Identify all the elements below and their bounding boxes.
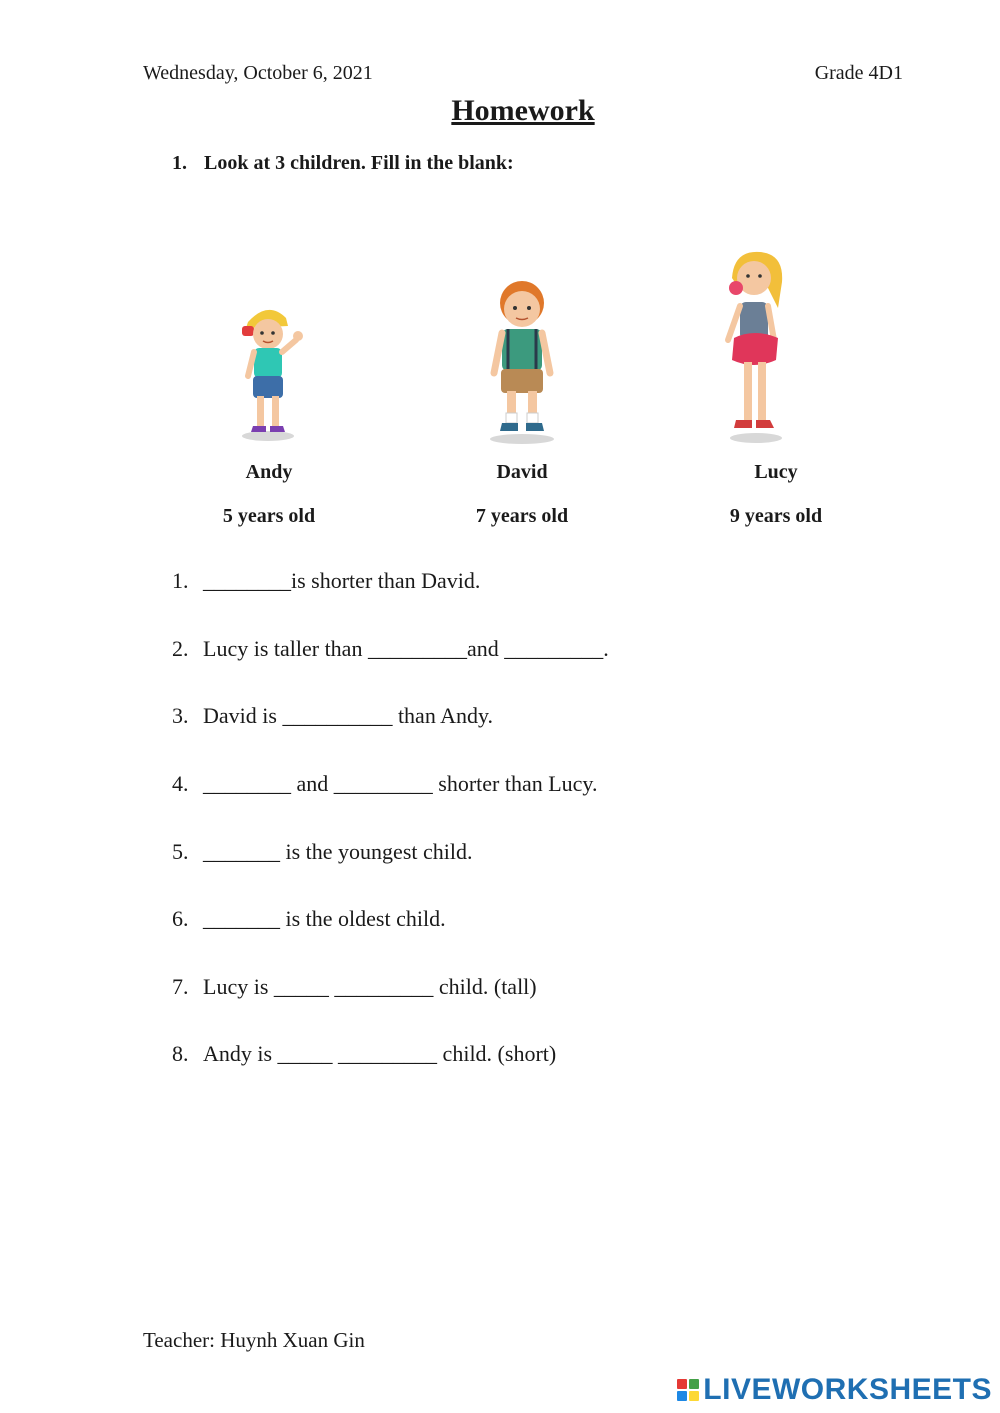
question-text: Lucy is taller than _________and _________. <box>203 636 609 661</box>
question-item[interactable] <box>172 1041 556 1067</box>
question-text: ________ and _________ shorter than Lucy. <box>203 771 598 796</box>
child-name-lucy: Lucy <box>754 461 798 483</box>
question-number: 4. <box>172 771 189 796</box>
instruction-text: Look at 3 children. Fill in the blank: <box>204 152 514 174</box>
child-name-david: David <box>496 461 548 483</box>
question-number: 1. <box>172 568 189 593</box>
question-number: 5. <box>172 839 189 864</box>
question-text: _______ is the youngest child. <box>203 839 473 864</box>
logo-block-blue <box>677 1391 687 1401</box>
question-item[interactable] <box>172 906 446 932</box>
teacher-name: Teacher: Huynh Xuan Gin <box>143 1328 365 1352</box>
child-name-andy: Andy <box>245 461 293 483</box>
date-text: Wednesday, October 6, 2021 <box>143 62 373 84</box>
question-text: Andy is _____ _________ child. (short) <box>203 1041 557 1066</box>
page-title: Homework <box>451 94 595 127</box>
question-item[interactable] <box>172 771 598 797</box>
question-number: 2. <box>172 636 189 661</box>
question-item[interactable] <box>172 839 472 865</box>
andy-illustration <box>228 300 308 445</box>
child-age-david: 7 years old <box>475 505 569 527</box>
david-illustration <box>472 275 572 447</box>
question-text: ________is shorter than David. <box>203 568 481 593</box>
logo-text: LIVEWORKSHEETS <box>703 1373 992 1406</box>
logo-block-green <box>689 1379 699 1389</box>
lucy-illustration <box>716 248 796 446</box>
liveworksheets-logo[interactable] <box>677 1373 992 1407</box>
question-number: 7. <box>172 974 189 999</box>
child-age-andy: 5 years old <box>222 505 316 527</box>
question-number: 8. <box>172 1041 189 1066</box>
question-item[interactable] <box>172 636 609 662</box>
question-item[interactable] <box>172 974 537 1000</box>
logo-blocks-icon <box>677 1379 699 1401</box>
question-item[interactable] <box>172 703 493 729</box>
question-text: David is __________ than Andy. <box>203 703 494 728</box>
instruction <box>172 152 514 175</box>
instruction-number: 1. <box>172 152 187 174</box>
question-item[interactable] <box>172 568 480 594</box>
question-text: Lucy is _____ _________ child. (tall) <box>203 974 537 999</box>
grade-text: Grade 4D1 <box>814 62 903 84</box>
question-text: _______ is the oldest child. <box>203 906 446 931</box>
question-number: 6. <box>172 906 189 931</box>
child-age-lucy: 9 years old <box>729 505 823 527</box>
logo-block-red <box>677 1379 687 1389</box>
logo-block-yellow <box>689 1391 699 1401</box>
question-number: 3. <box>172 703 189 728</box>
